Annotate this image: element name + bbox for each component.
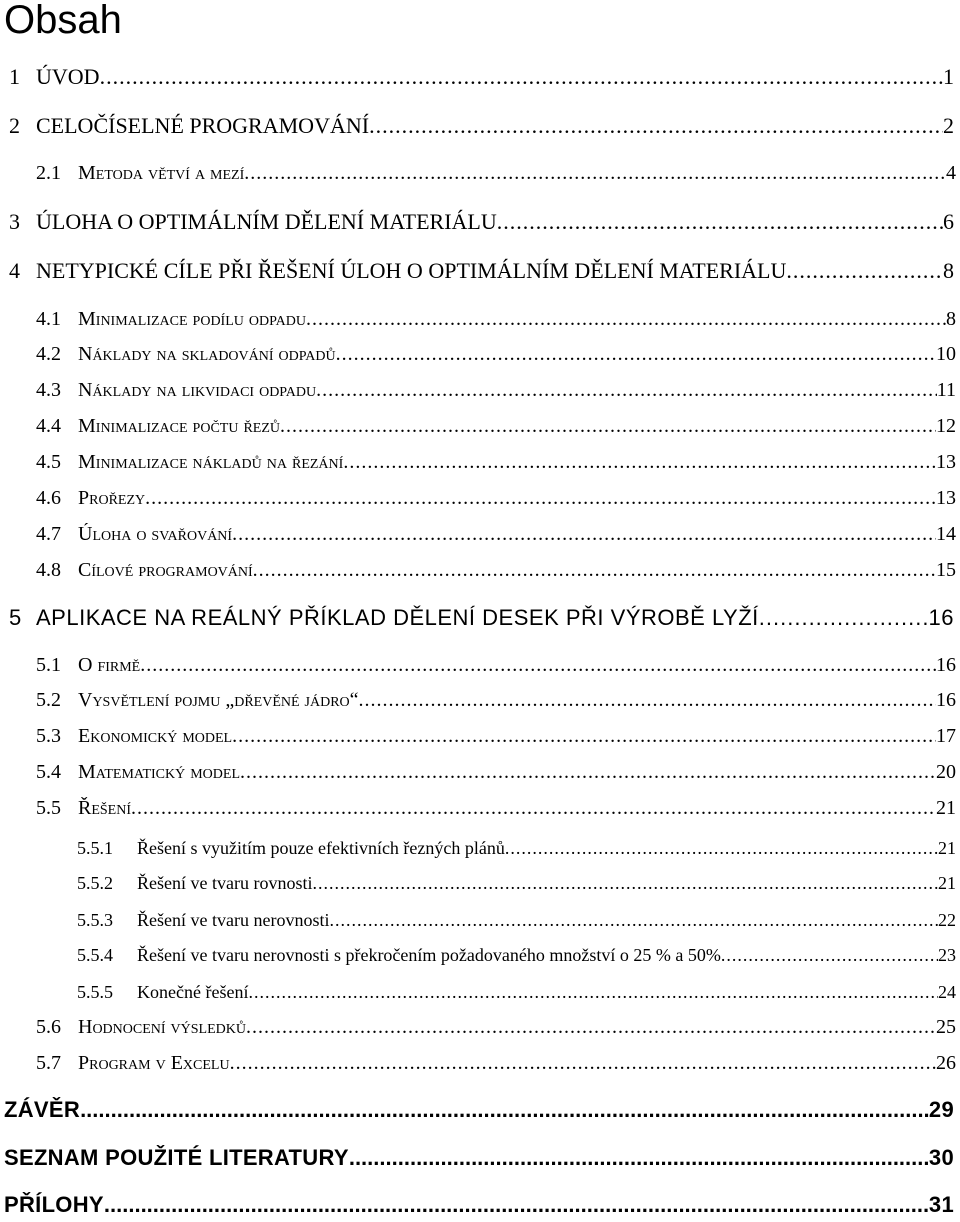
toc-entry-5-1[interactable] xyxy=(36,654,956,680)
leader-dots xyxy=(316,379,937,402)
toc-entry-5-5-1[interactable] xyxy=(77,838,956,862)
entry-number: 5.7 xyxy=(36,1052,61,1074)
entry-page: 29 xyxy=(928,1097,954,1122)
leader-dots xyxy=(343,451,936,474)
entry-number: 4.6 xyxy=(36,487,61,509)
entry-page: 16 xyxy=(936,654,956,676)
entry-page: 21 xyxy=(936,797,956,819)
toc-entry-uvod[interactable] xyxy=(9,64,954,94)
entry-title: Minimalizace počtu řezů xyxy=(78,415,280,437)
entry-number: 2 xyxy=(9,113,20,138)
toc-entry-zaver[interactable] xyxy=(4,1097,954,1127)
entry-page: 15 xyxy=(936,559,956,581)
toc-entry-netypicke-cile[interactable] xyxy=(9,258,954,288)
leader-dots xyxy=(312,873,938,894)
toc-entry-metoda-vetvi[interactable] xyxy=(36,162,956,188)
toc-entry-4-7[interactable] xyxy=(36,523,956,549)
entry-title: Konečné řešení xyxy=(137,982,249,1002)
entry-number: 5.5.1 xyxy=(77,838,113,858)
entry-title: Prořezy xyxy=(78,487,146,509)
entry-page: 21 xyxy=(938,873,956,893)
entry-title: SEZNAM POUŽITÉ LITERATURY xyxy=(4,1145,349,1170)
leader-dots xyxy=(248,982,938,1003)
entry-title: Hodnocení výsledků xyxy=(78,1016,246,1038)
entry-page: 21 xyxy=(938,838,956,858)
leader-dots xyxy=(240,761,936,784)
toc-entry-uloha-deleni[interactable] xyxy=(9,209,954,239)
toc-entry-prilohy[interactable] xyxy=(4,1192,954,1222)
leader-dots xyxy=(104,1192,929,1218)
entry-page: 23 xyxy=(938,945,956,965)
toc-entry-5-5-3[interactable] xyxy=(77,910,956,934)
toc-entry-4-6[interactable] xyxy=(36,487,956,513)
entry-title: Řešení ve tvaru nerovnosti s překročením požadovaného množství o 25 % a 50% xyxy=(137,945,721,965)
entry-page: 8 xyxy=(946,308,956,330)
leader-dots xyxy=(232,523,936,546)
leader-dots xyxy=(280,415,936,438)
entry-page: 26 xyxy=(936,1052,956,1074)
entry-title: ZÁVĚR xyxy=(4,1097,81,1122)
entry-number: 5.1 xyxy=(36,654,61,676)
entry-title: Matematický model xyxy=(78,761,240,783)
leader-dots xyxy=(349,1145,929,1171)
toc-entry-5-5-2[interactable] xyxy=(77,873,956,897)
entry-number: 5.2 xyxy=(36,689,61,711)
entry-title: Řešení s využitím pouze efektivních řezných plánů xyxy=(137,838,505,858)
entry-page: 31 xyxy=(928,1192,954,1217)
entry-page: 10 xyxy=(936,343,956,365)
leader-dots xyxy=(80,1097,929,1123)
toc-entry-4-2[interactable] xyxy=(36,343,956,369)
entry-page: 20 xyxy=(936,761,956,783)
entry-number: 5 xyxy=(9,605,22,630)
entry-number: 4.8 xyxy=(36,559,61,581)
leader-dots xyxy=(232,725,936,748)
entry-title: CELOČÍSELNÉ PROGRAMOVÁNÍ xyxy=(36,113,370,138)
entry-page: 14 xyxy=(936,523,956,545)
entry-page: 6 xyxy=(943,209,954,234)
entry-number: 5.5.5 xyxy=(77,982,113,1002)
toc-entry-4-4[interactable] xyxy=(36,415,956,441)
entry-page: 16 xyxy=(936,689,956,711)
entry-title: Úloha o svařování xyxy=(78,523,233,545)
leader-dots xyxy=(140,654,936,677)
entry-title: ÚLOHA O OPTIMÁLNÍM DĚLENÍ MATERIÁLU xyxy=(36,209,497,234)
entry-title: Náklady na likvidaci odpadu xyxy=(78,379,317,401)
toc-entry-celociselne-programovani[interactable] xyxy=(9,113,954,143)
entry-title: Vysvětlení pojmu „dřevěné jádro“ xyxy=(78,689,359,711)
toc-entry-5-6[interactable] xyxy=(36,1016,956,1042)
leader-dots xyxy=(131,797,936,820)
toc-entry-5-2[interactable] xyxy=(36,689,956,715)
entry-number: 4.1 xyxy=(36,308,61,330)
leader-dots xyxy=(369,113,943,139)
toc-entry-5-5-5[interactable] xyxy=(77,982,956,1006)
page-title: Obsah xyxy=(4,0,122,42)
entry-page: 24 xyxy=(938,982,956,1002)
entry-number: 5.4 xyxy=(36,761,61,783)
entry-page: 13 xyxy=(936,451,956,473)
entry-page: 12 xyxy=(936,415,956,437)
leader-dots xyxy=(497,209,943,235)
entry-title: Řešení xyxy=(78,797,132,819)
entry-number: 3 xyxy=(9,209,20,234)
entry-number: 4.4 xyxy=(36,415,61,437)
toc-entry-4-3[interactable] xyxy=(36,379,956,405)
entry-number: 5.6 xyxy=(36,1016,61,1038)
entry-title: APLIKACE NA REÁLNÝ PŘÍKLAD DĚLENÍ DESEK PŘI VÝROBĚ LYŽÍ xyxy=(36,605,759,630)
leader-dots xyxy=(721,945,938,966)
toc-entry-5-5[interactable] xyxy=(36,797,956,823)
leader-dots xyxy=(329,910,938,931)
leader-dots xyxy=(100,64,943,90)
leader-dots xyxy=(244,162,946,185)
toc-entry-5-7[interactable] xyxy=(36,1052,956,1078)
entry-number: 2.1 xyxy=(36,162,61,184)
entry-title: Metoda větví a mezí xyxy=(78,162,245,184)
leader-dots xyxy=(505,838,938,859)
entry-page: 4 xyxy=(946,162,956,184)
entry-number: 4 xyxy=(9,258,20,283)
entry-title: Cílové programování xyxy=(78,559,253,581)
entry-page: 13 xyxy=(936,487,956,509)
leader-dots xyxy=(253,559,936,582)
leader-dots xyxy=(336,343,936,366)
leader-dots xyxy=(246,1016,936,1039)
leader-dots xyxy=(306,308,946,331)
entry-title: PŘÍLOHY xyxy=(4,1192,104,1217)
entry-page: 22 xyxy=(938,910,956,930)
entry-number: 4.2 xyxy=(36,343,61,365)
leader-dots xyxy=(759,605,929,631)
entry-title: Náklady na skladování odpadů xyxy=(78,343,336,365)
entry-number: 1 xyxy=(9,64,20,89)
entry-page: 16 xyxy=(928,605,954,630)
entry-page: 1 xyxy=(943,64,954,89)
entry-number: 5.5.3 xyxy=(77,910,113,930)
toc-entry-5-4[interactable] xyxy=(36,761,956,787)
entry-title: Řešení ve tvaru nerovnosti xyxy=(137,910,330,930)
entry-title: Řešení ve tvaru rovnosti xyxy=(137,873,313,893)
toc-entry-5-3[interactable] xyxy=(36,725,956,751)
leader-dots xyxy=(359,689,936,712)
entry-title: O firmě xyxy=(78,654,141,676)
toc-entry-4-8[interactable] xyxy=(36,559,956,585)
entry-title: Program v Excelu xyxy=(78,1052,230,1074)
leader-dots xyxy=(230,1052,936,1075)
entry-title: NETYPICKÉ CÍLE PŘI ŘEŠENÍ ÚLOH O OPTIMÁLNÍM DĚLENÍ MATERIÁLU xyxy=(36,258,787,283)
entry-page: 11 xyxy=(936,379,956,401)
entry-number: 4.7 xyxy=(36,523,61,545)
entry-number: 4.5 xyxy=(36,451,61,473)
entry-number: 5.5 xyxy=(36,797,61,819)
toc-entry-4-5[interactable] xyxy=(36,451,956,477)
entry-title: ÚVOD xyxy=(36,64,100,89)
toc-entry-aplikace[interactable] xyxy=(9,605,954,635)
entry-number: 5.5.4 xyxy=(77,945,113,965)
toc-entry-literatura[interactable] xyxy=(4,1145,954,1175)
entry-page: 2 xyxy=(943,113,954,138)
entry-number: 5.5.2 xyxy=(77,873,113,893)
entry-page: 8 xyxy=(943,258,954,283)
leader-dots xyxy=(145,487,936,510)
entry-number: 5.3 xyxy=(36,725,61,747)
entry-title: Minimalizace podílu odpadu xyxy=(78,308,306,330)
entry-page: 25 xyxy=(936,1016,956,1038)
leader-dots xyxy=(786,258,943,284)
entry-title: Minimalizace nákladů na řezání xyxy=(78,451,344,473)
entry-title: Ekonomický model xyxy=(78,725,233,747)
toc-entry-4-1[interactable] xyxy=(36,308,956,334)
entry-number: 4.3 xyxy=(36,379,61,401)
entry-page: 30 xyxy=(928,1145,954,1170)
entry-page: 17 xyxy=(936,725,956,747)
toc-entry-5-5-4[interactable] xyxy=(77,945,956,969)
